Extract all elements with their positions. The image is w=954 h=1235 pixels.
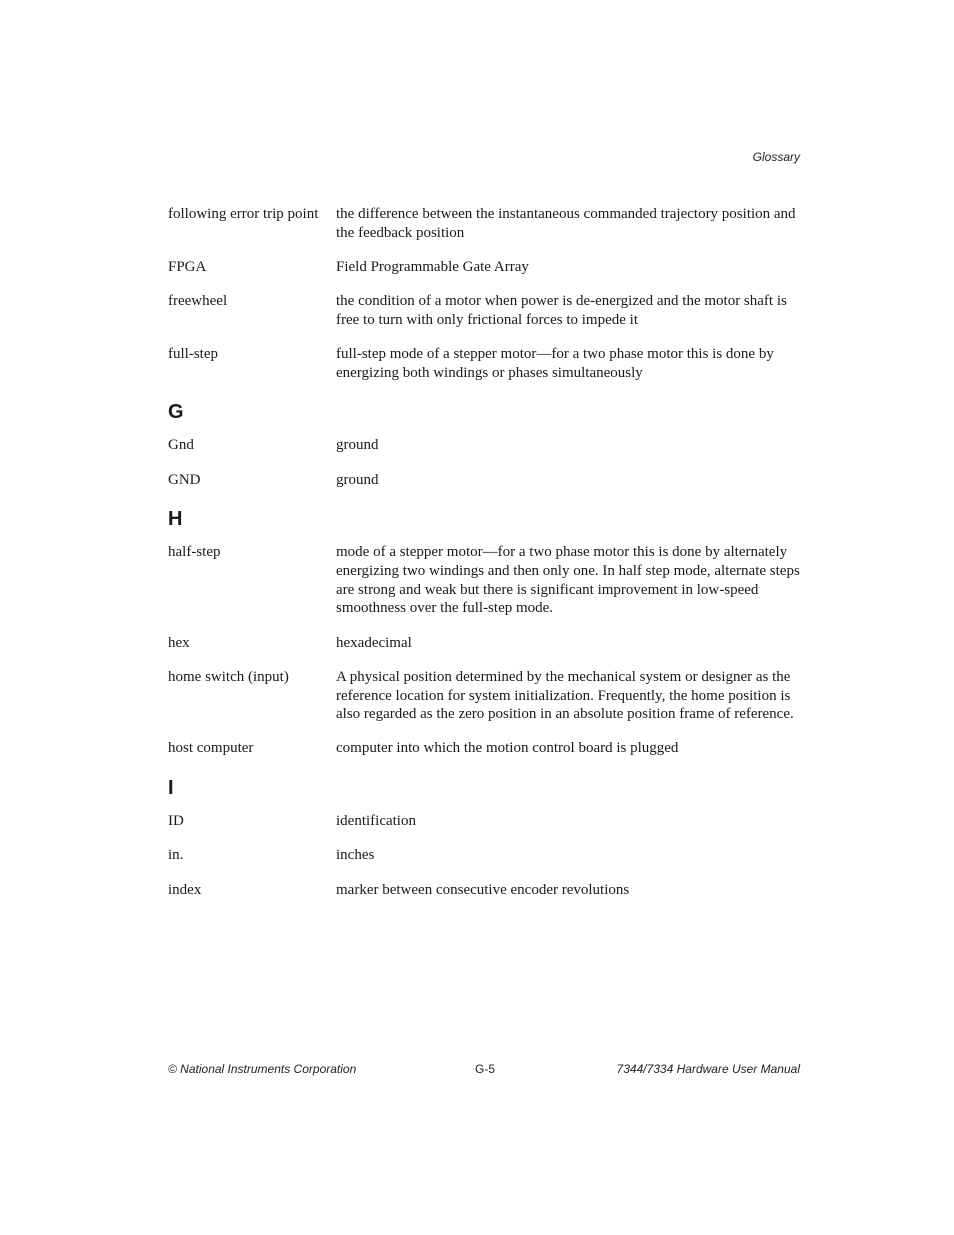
glossary-term: FPGA [168, 258, 207, 275]
footer-page-number: G-5 [475, 1062, 496, 1076]
glossary-entry [168, 471, 800, 490]
section-letter-heading: G [168, 401, 184, 424]
glossary-definition: marker between consecutive encoder revolutions [336, 881, 630, 898]
glossary-term: half-step [168, 544, 221, 561]
section-letter-heading: I [168, 777, 174, 800]
glossary-definition: ground [336, 437, 379, 454]
footer-copyright: © National Instruments Corporation [168, 1062, 357, 1076]
glossary-entry [168, 345, 800, 382]
glossary-definition: full-step mode of a stepper motor—for a two phase motor this is done by energizing both windings or phases simultaneously [336, 346, 774, 381]
glossary-section-f [168, 205, 800, 382]
glossary-entry [168, 668, 800, 724]
section-letter-heading: H [168, 508, 183, 531]
glossary-section-h [168, 507, 800, 758]
glossary-term: index [168, 881, 202, 898]
running-head: Glossary [752, 150, 800, 164]
glossary-entry [168, 258, 800, 277]
glossary-entry [168, 739, 800, 758]
glossary-definition: the difference between the instantaneous commanded trajectory position and the feedback position [336, 206, 796, 241]
glossary-term: host computer [168, 740, 254, 757]
glossary-definition: inches [336, 847, 375, 864]
glossary-entry [168, 881, 800, 900]
glossary-entry [168, 436, 800, 455]
glossary-entry [168, 634, 800, 653]
glossary-content [168, 205, 800, 915]
glossary-term: following error trip point [168, 206, 319, 222]
glossary-section-g [168, 400, 800, 489]
glossary-definition: hexadecimal [336, 634, 412, 651]
glossary-term: in. [168, 847, 184, 864]
glossary-section-i [168, 776, 800, 899]
glossary-definition: identification [336, 813, 416, 830]
glossary-entry [168, 812, 800, 831]
glossary-definition: Field Programmable Gate Array [336, 258, 529, 275]
glossary-term: full-step [168, 346, 218, 363]
glossary-entry [168, 543, 800, 618]
glossary-term: ID [168, 813, 184, 830]
glossary-definition: A physical position determined by the mechanical system or designer as the reference location for system initialization. Frequently, the home position is also regarded as the zero position in an absolute position frame of reference. [336, 668, 794, 723]
glossary-entry [168, 205, 800, 242]
glossary-term: GND [168, 471, 201, 488]
glossary-definition: mode of a stepper motor—for a two phase motor this is done by alternately energizing two windings and then only one. In half step mode, alternate steps are strong and weak but there is significant improvement in low-speed smoothness over the full-step mode. [336, 544, 800, 617]
glossary-term: home switch (input) [168, 668, 289, 685]
glossary-term: Gnd [168, 437, 194, 454]
footer-manual-title: 7344/7334 Hardware User Manual [616, 1062, 800, 1076]
glossary-definition: ground [336, 471, 379, 488]
glossary-term: freewheel [168, 293, 228, 310]
glossary-term: hex [168, 634, 190, 651]
glossary-definition: computer into which the motion control board is plugged [336, 740, 679, 757]
glossary-definition: the condition of a motor when power is de-energized and the motor shaft is free to turn with only frictional forces to impede it [336, 293, 787, 328]
glossary-entry [168, 292, 800, 329]
glossary-entry [168, 846, 800, 865]
